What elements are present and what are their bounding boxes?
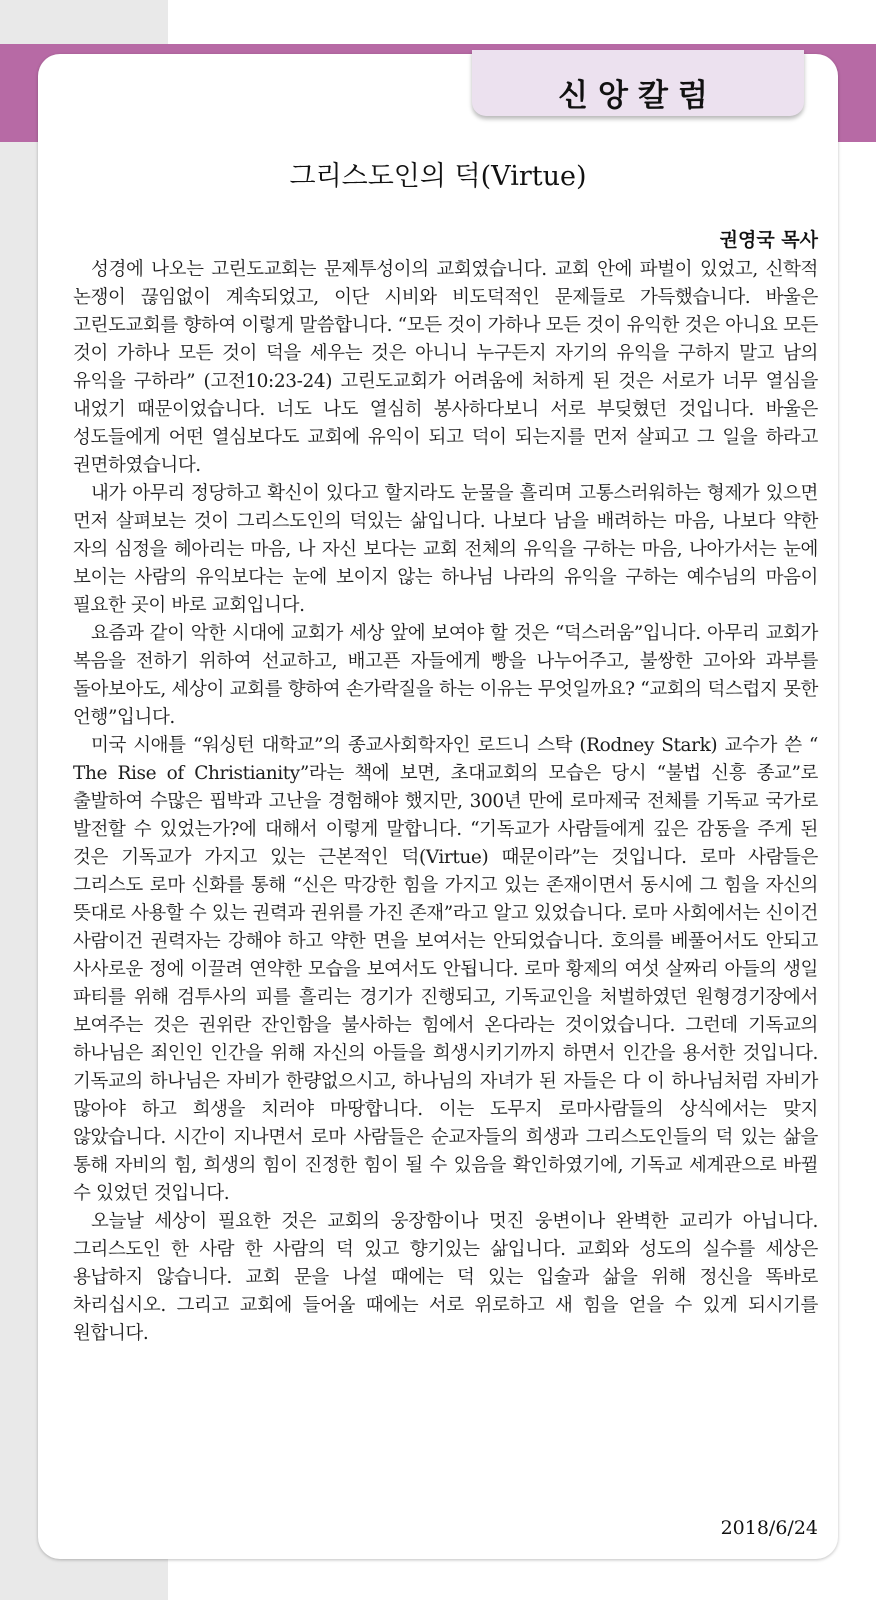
article-title: 그리스도인의 덕(Virtue) <box>289 161 587 192</box>
paragraph: 미국 시애틀 “워싱턴 대학교”의 종교사회학자인 로드니 스탁 (Rodney Stark) 교수가 쓴 “ The Rise of Christianity”라는 책에 보면, 초대교회의 모습은 당시 “불법 신흥 종교”로 출발하여 수많은 핍박과 고난을 경험해야 했지만, 300년 만에 로마제국 전체를 기독교 국가로 발전할 수 있었는가?에 대해서 이렇게 말합니다. “기독교가 사람들에게 깊은 감동을 주게 된 것은 기독교가 가지고 있는 근본적인 덕(Virtue) 때문이라”는 것입니다. 로마 사람들은 그리스도 로마 신화를 통해 “신은 막강한 힘을 가지고 있는 존재이면서 동시에 그 힘을 자신의 뜻대로 사용할 수 있는 권력과 권위를 가진 존재”라고 알고 있었습니다. 로마 사회에서는 신이건 사람이건 권력자는 강해야 하고 약한 면을 보여서는 안되었습니다. 호의를 베풀어서도 안되고 사사로운 정에 이끌려 연약한 모습을 보여서도 안됩니다. 로마 황제의 여섯 살짜리 아들의 생일 파티를 위해 검투사의 피를 흘리는 경기가 진행되고, 기독교인을 처벌하였던 원형경기장에서 보여주는 것은 권위란 잔인함을 불사하는 힘에서 온다라는 것이었습니다. 그런데 기독교의 하나님은 죄인인 인간을 위해 자신의 아들을 희생시키기까지 하면서 인간을 용서한 것입니다. 기독교의 하나님은 자비가 한량없으시고, 하나님의 자녀가 된 자들은 다 이 하나님처럼 자비가 많아야 하고 희생을 치러야 마땅합니다. 이는 도무지 로마사람들의 상식에서는 맞지 않았습니다. 시간이 지나면서 로마 사람들은 순교자들의 희생과 그리스도인들의 덕 있는 삶을 통해 자비의 힘, 희생의 힘이 진정한 힘이 될 수 있음을 확인하였기에, 기독교 세계관으로 바뀔 수 있었던 것입니다. <box>73 735 818 1204</box>
paragraph: 내가 아무리 정당하고 확신이 있다고 할지라도 눈물을 흘리며 고통스러워하는 형제가 있으면 먼저 살펴보는 것이 그리스도인의 덕있는 삶입니다. 나보다 남을 배려하는 마음, 나보다 약한 자의 심정을 헤아리는 마음, 나 자신 보다는 교회 전체의 유익을 구하는 마음, 나아가서는 눈에 보이는 사람의 유익보다는 눈에 보이지 않는 하나님 나라의 유익을 구하는 예수님의 마음이 필요한 곳이 바로 교회입니다. <box>73 483 818 616</box>
paragraph: 요즘과 같이 악한 시대에 교회가 세상 앞에 보여야 할 것은 “덕스러움”입니다. 아무리 교회가 복음을 전하기 위하여 선교하고, 배고픈 자들에게 빵을 나누어주고, 불쌍한 고아와 과부를 돌아보아도, 세상이 교회를 향하여 손가락질을 하는 이유는 무엇일까요? “교회의 덕스럽지 못한 언행”입니다. <box>73 623 818 728</box>
paragraph: 오늘날 세상이 필요한 것은 교회의 웅장함이나 멋진 웅변이나 완벽한 교리가 아닙니다. 그리스도인 한 사람 한 사람의 덕 있고 향기있는 삶입니다. 교회와 성도의 실수를 세상은 용납하지 않습니다. 교회 문을 나설 때에는 덕 있는 입술과 삶을 위해 정신을 똑바로 차리십시오. 그리고 교회에 들어올 때에는 서로 위로하고 새 힘을 얻을 수 있게 되시기를 원합니다. <box>73 1211 818 1344</box>
article-date: 2018/6/24 <box>720 1517 818 1539</box>
column-label-tab <box>472 50 804 116</box>
article-body <box>73 256 818 1348</box>
article-author: 권영국 목사 <box>719 229 818 251</box>
paragraph: 성경에 나오는 고린도교회는 문제투성이의 교회였습니다. 교회 안에 파벌이 있었고, 신학적 논쟁이 끊임없이 계속되었고, 이단 시비와 비도덕적인 문제들로 가득했습니다. 바울은 고린도교회를 향하여 이렇게 말씀합니다. “모든 것이 가하나 모든 것이 유익한 것은 아니요 모든 것이 가하나 모든 것이 덕을 세우는 것은 아니니 누구든지 자기의 유익을 구하지 말고 남의 유익을 구하라” (고전10:23-24) 고린도교회가 어려움에 처하게 된 것은 서로가 너무 열심을 내었기 때문이었습니다. 너도 나도 열심히 봉사하다보니 서로 부딪혔던 것입니다. 바울은 성도들에게 어떤 열심보다도 교회에 유익이 되고 덕이 되는지를 먼저 살피고 그 일을 하라고 권면하였습니다. <box>73 259 818 476</box>
column-label: 신앙칼럼 <box>558 78 718 114</box>
